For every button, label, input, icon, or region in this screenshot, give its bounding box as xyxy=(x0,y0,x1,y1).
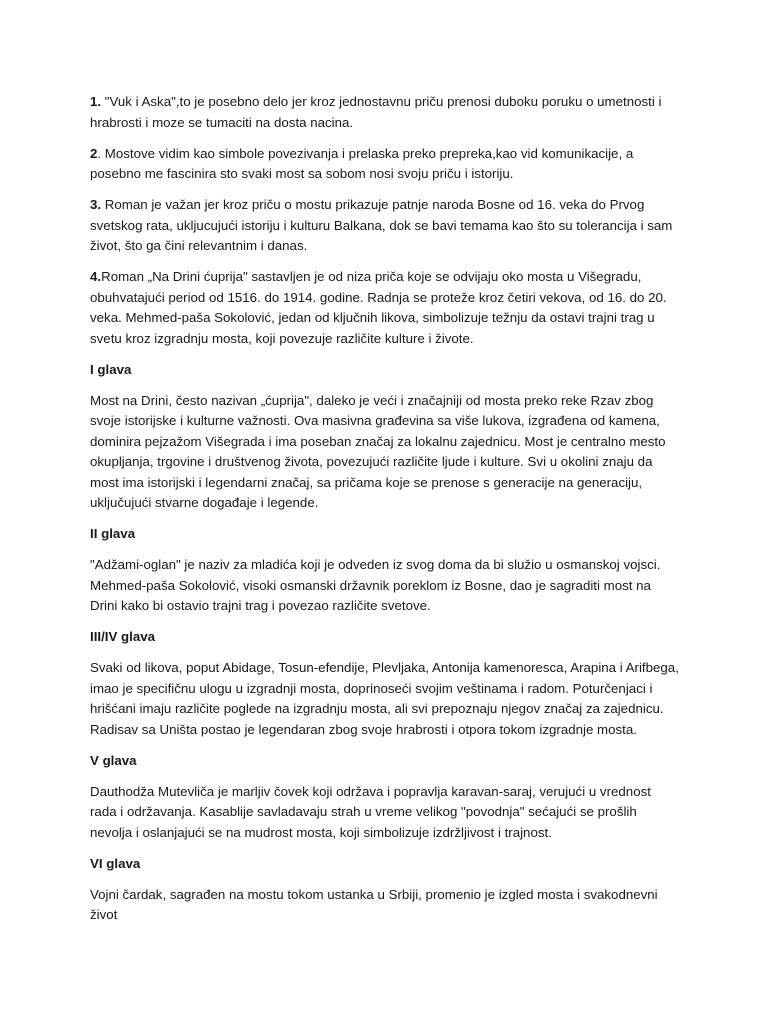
paragraph-iii-iv-glava: Svaki od likova, poput Abidage, Tosun-efendije, Plevljaka, Antonija kamenoresca, Arapina i Arifbega, imao je specifičnu ulogu u izgradnji mosta, doprinoseći svojim veštinama i radom. Poturčenjaci i hrišćani imaju različite poglede na izgradnju mosta, ali svi prepoznaju njegov značaj za zajednicu. Radisav sa Uništa postao je legendaran zbog svoje hrabrosti i otpora tokom izgradnje mosta. xyxy=(90,660,679,737)
paragraph-text: Roman „Na Drini ćuprija" sastavljen je od niza priča koje se odvijaju oko mosta u Višegradu, obuhvatajući period od 1516. do 1914. godine. Radnja se proteže kroz četiri vekova, od 16. do 20. veka. Mehmed-paša Sokolović, jedan od ključnih likova, simbolizuje težnju da ostavi trajni trag u svetu kroz izgradnju mosta, koji povezuje različite kulture i živote. xyxy=(90,269,667,346)
paragraph-number: 3. xyxy=(90,197,102,212)
paragraph-number: 1. xyxy=(90,94,102,109)
paragraph-4 xyxy=(90,267,680,349)
document-page xyxy=(90,92,680,936)
section-heading-i-glava: I glava xyxy=(90,361,132,377)
section-heading-ii-glava: II glava xyxy=(90,526,136,541)
paragraph-3 xyxy=(90,195,680,257)
paragraph-text: Roman je važan jer kroz priču o mostu prikazuje patnje naroda Bosne od 16. veka do Prvog svetskog rata, ukljucujući istoriju i kulturu Balkana, dok se bavi temama kao što su tolerancija i sam život, što ga čini relevantnim i danas. xyxy=(90,197,673,253)
paragraph-number: 2 xyxy=(90,145,98,161)
section-heading-vi-glava: VI glava xyxy=(90,855,141,871)
paragraph-1 xyxy=(90,92,680,133)
paragraph-2 xyxy=(90,144,680,185)
paragraph-text: . Mostove vidim kao simbole povezivanja i prelaska preko prepreka,kao vid komunikacije, a posebno me fascinira sto svaki most sa sobom nosi svoju priču i istoriju. xyxy=(90,145,634,181)
paragraph-ii-glava: "Adžami-oglan" je naziv za mladića koji je odveden iz svog doma da bi služio u osmanskoj vojsci. Mehmed-paša Sokolović, visoki osmanski državnik poreklom iz Bosne, dao je sagraditi most na Drini kako bi ostavio trajni trag i povezao različite svetove. xyxy=(90,557,661,613)
paragraph-v-glava: Dauthodža Mutevliča je marljiv čovek koji održava i popravlja karavan-saraj, verujući u vrednost rada i održavanja. Kasablije savladavaju strah u vreme velikog "povodnja" sećajući se prošlih nevolja i oslanjajući se na mudrost mosta, koji simbolizuje izdržljivost i trajnost. xyxy=(90,783,651,840)
paragraph-number: 4. xyxy=(90,269,102,284)
paragraph-text: "Vuk i Aska",to je posebno delo jer kroz jednostavnu priču prenosi duboku poruku o umetnosti i hrabrosti i moze se tumaciti na dosta nacina. xyxy=(90,94,662,130)
section-heading-iii-iv-glava: III/IV glava xyxy=(90,629,156,644)
paragraph-i-glava: Most na Drini, često nazivan „ćuprija", daleko je veći i značajniji od mosta preko reke Rzav zbog svoje istorijske i kulturne važnosti. Ova masivna građevina sa više lukova, izgrađena od kamena, dominira pejzažom Višegrada i ima poseban značaj za lokalnu zajednicu. Most je centralno mesto okupljanja, trgovine i društvenog života, povezujući različite ljude i kulture. Svi u okolini znaju da most ima istorijski i legendarni značaj, sa pričama koje se prenose s generacije na generaciju, uključujući stvarne događaje i legende. xyxy=(90,392,666,510)
section-heading-v-glava: V glava xyxy=(90,752,137,768)
paragraph-vi-glava: Vojni čardak, sagrađen na mostu tokom ustanka u Srbiji, promenio je izgled mosta i svakodnevni život xyxy=(90,886,658,922)
